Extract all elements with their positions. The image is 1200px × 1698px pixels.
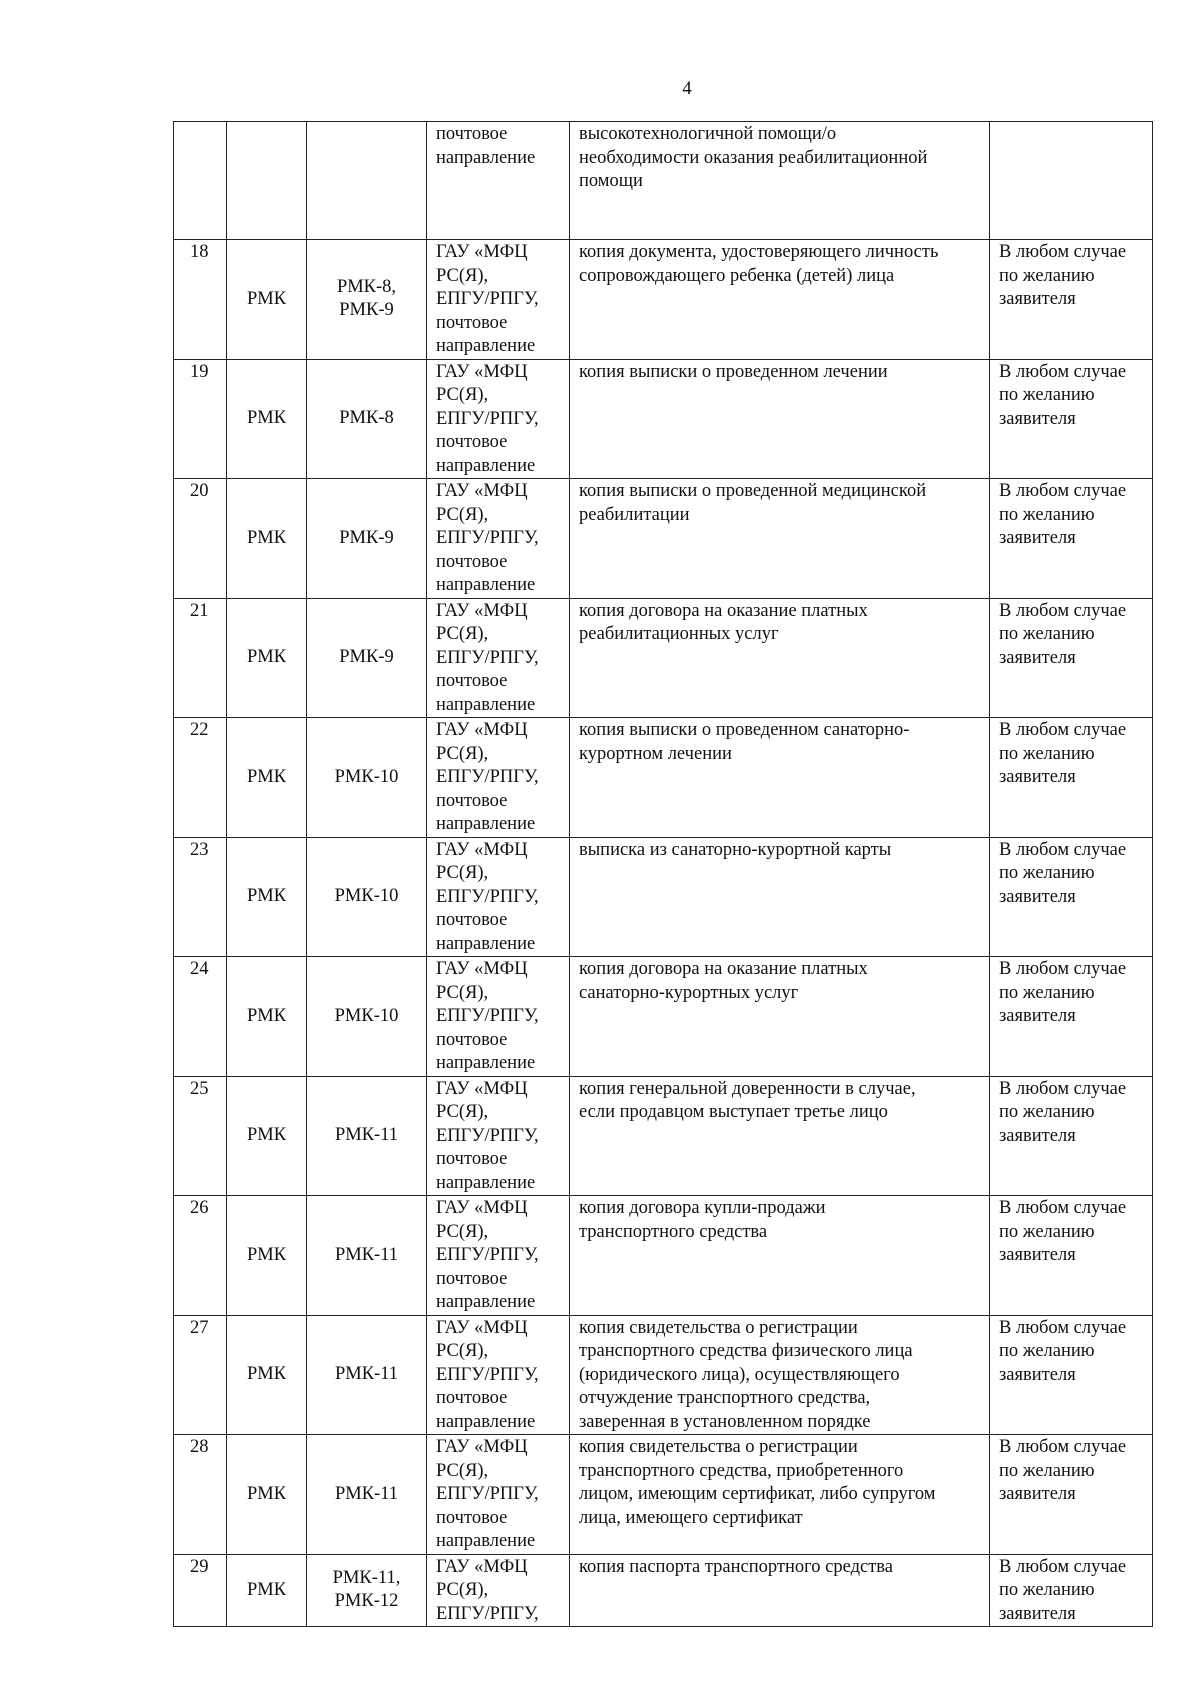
submission-channels-cell-line: ГАУ «МФЦ — [436, 1437, 528, 1457]
submission-channels-cell-line: ГАУ «МФЦ — [436, 839, 528, 860]
condition-cell-line: заявителя — [999, 886, 1076, 907]
submission-channels-cell-line: ЕПГУ/РПГУ, — [436, 408, 539, 429]
document-cell-line: копия выписки о проведенном лечении — [579, 361, 888, 382]
organization-cell — [227, 479, 307, 599]
submission-channels-cell-line: ЕПГУ/РПГУ, — [436, 1006, 539, 1026]
organization-cell — [227, 1315, 307, 1435]
code-cell — [307, 240, 427, 360]
row-number-cell — [174, 1435, 227, 1555]
code-cell — [307, 718, 427, 838]
submission-channels-cell-line: направление — [436, 1411, 536, 1432]
submission-channels-cell — [427, 122, 570, 240]
code-cell — [307, 122, 427, 240]
document-cell-line: санаторно-курортных услуг — [579, 982, 799, 1003]
condition-cell — [990, 598, 1153, 718]
submission-channels-cell-line: ЕПГУ/РПГУ, — [436, 1125, 539, 1146]
condition-cell — [990, 1196, 1153, 1316]
submission-channels-cell-line: РС(Я), — [436, 863, 489, 883]
submission-channels-cell-line: почтовое — [436, 671, 508, 691]
submission-channels-cell-line: РС(Я), — [436, 1221, 489, 1242]
code-cell-line: РМК-9 — [339, 527, 394, 548]
submission-channels-cell-line: почтовое — [436, 790, 508, 811]
code-cell-line: РМК-11 — [334, 1125, 399, 1145]
submission-channels-cell-line: ГАУ «МФЦ — [436, 1317, 528, 1338]
condition-cell-line: по желанию — [999, 385, 1095, 405]
submission-channels-cell-line: почтовое — [436, 1149, 508, 1169]
condition-cell — [990, 240, 1153, 360]
organization-cell-line: РМК — [246, 1483, 287, 1504]
row-number-cell — [174, 1196, 227, 1316]
submission-channels-cell-line: ГАУ «МФЦ — [436, 242, 528, 262]
submission-channels-cell-line: ГАУ «МФЦ — [436, 361, 528, 382]
organization-cell-line: РМК — [246, 766, 287, 787]
organization-cell — [227, 122, 307, 240]
submission-channels-cell-line: РС(Я), — [436, 1102, 489, 1122]
condition-cell — [990, 1315, 1153, 1435]
document-cell-line: высокотехнологичной помощи/о — [579, 124, 837, 144]
document-cell-line: сопровождающего ребенка (детей) лица — [579, 265, 895, 286]
submission-channels-cell-line: РС(Я), — [436, 1460, 489, 1481]
submission-channels-cell — [427, 1315, 570, 1435]
document-cell-line: копия договора на оказание платных — [579, 600, 868, 621]
condition-cell-line: В любом случае — [999, 839, 1127, 860]
condition-cell — [990, 122, 1153, 240]
submission-channels-cell — [427, 1076, 570, 1196]
document-cell — [570, 598, 990, 718]
organization-cell-line: РМК — [246, 1244, 287, 1265]
condition-cell-line: по желанию — [999, 1580, 1095, 1600]
organization-cell-line: РМК — [246, 288, 287, 309]
submission-channels-cell-line: направление — [436, 933, 536, 954]
documents-table-body — [174, 122, 1153, 1627]
row-number-cell-line: 21 — [190, 600, 209, 621]
condition-cell-line: заявителя — [999, 1006, 1076, 1026]
submission-channels-cell-line: ГАУ «МФЦ — [436, 1078, 528, 1099]
submission-channels-cell — [427, 837, 570, 957]
document-cell-line: отчуждение транспортного средства, — [579, 1388, 871, 1408]
condition-cell — [990, 1076, 1153, 1196]
submission-channels-cell-line: РС(Я), — [436, 504, 489, 525]
condition-cell-line: заявителя — [999, 408, 1076, 429]
code-cell — [307, 1196, 427, 1316]
submission-channels-cell-line: ЕПГУ/РПГУ, — [436, 289, 539, 309]
row-number-cell-line: 26 — [190, 1198, 209, 1218]
document-cell-line: необходимости оказания реабилитационной — [579, 147, 928, 168]
document-cell-line: копия договора купли-продажи — [579, 1198, 826, 1218]
row-number-cell — [174, 1554, 227, 1627]
submission-channels-cell — [427, 479, 570, 599]
submission-channels-cell — [427, 1554, 570, 1627]
condition-cell-line: по желанию — [999, 1221, 1095, 1242]
submission-channels-cell-line: ЕПГУ/РПГУ, — [436, 1364, 539, 1385]
document-cell-line: курортном лечении — [579, 743, 732, 764]
submission-channels-cell-line: РС(Я), — [436, 743, 489, 764]
table-row — [174, 957, 1153, 1077]
document-cell-line: копия документа, удостоверяющего личность — [579, 242, 939, 262]
condition-cell — [990, 837, 1153, 957]
organization-cell — [227, 359, 307, 479]
document-cell — [570, 1196, 990, 1316]
organization-cell-line: РМК — [246, 1125, 287, 1145]
organization-cell — [227, 598, 307, 718]
code-cell — [307, 479, 427, 599]
condition-cell-line: В любом случае — [999, 1198, 1127, 1218]
document-cell-line: копия выписки о проведенном санаторно- — [579, 720, 910, 740]
document-cell-line: если продавцом выступает третье лицо — [579, 1102, 888, 1122]
submission-channels-cell — [427, 718, 570, 838]
submission-channels-cell-line: РС(Я), — [436, 624, 489, 644]
submission-channels-cell-line: направление — [436, 1292, 536, 1312]
submission-channels-cell-line: почтовое — [436, 1507, 508, 1528]
row-number-cell — [174, 718, 227, 838]
submission-channels-cell-line: ЕПГУ/РПГУ, — [436, 886, 539, 907]
submission-channels-cell-line: почтовое — [436, 1029, 508, 1050]
submission-channels-cell-line: ГАУ «МФЦ — [436, 1556, 528, 1577]
submission-channels-cell-line: почтовое — [436, 124, 508, 144]
document-cell — [570, 837, 990, 957]
document-cell-line: выписка из санаторно-курортной карты — [579, 839, 892, 860]
table-row — [174, 1435, 1153, 1555]
table-row — [174, 122, 1153, 240]
code-cell — [307, 598, 427, 718]
code-cell-line: РМК-11, — [332, 1567, 401, 1588]
submission-channels-cell-line: ЕПГУ/РПГУ, — [436, 528, 539, 548]
condition-cell-line: В любом случае — [999, 1317, 1127, 1338]
code-cell-line: РМК-9 — [339, 300, 394, 321]
condition-cell-line: по желанию — [999, 982, 1095, 1003]
row-number-cell-line: 20 — [190, 481, 209, 501]
document-cell-line: копия генеральной доверенности в случае, — [579, 1078, 916, 1099]
submission-channels-cell-line: ГАУ «МФЦ — [436, 600, 528, 621]
condition-cell-line: В любом случае — [999, 481, 1127, 501]
submission-channels-cell-line: направление — [436, 336, 536, 356]
submission-channels-cell-line: ЕПГУ/РПГУ, — [436, 1484, 539, 1504]
document-cell — [570, 240, 990, 360]
condition-cell-line: заявителя — [999, 1245, 1076, 1265]
condition-cell-line: В любом случае — [999, 361, 1127, 382]
code-cell-line: РМК-10 — [334, 886, 399, 906]
page-number: 4 — [682, 78, 692, 99]
condition-cell-line: заявителя — [999, 1603, 1076, 1624]
submission-channels-cell-line: ГАУ «МФЦ — [436, 1198, 528, 1218]
submission-channels-cell-line: РС(Я), — [436, 1341, 489, 1361]
submission-channels-cell-line: РС(Я), — [436, 1580, 489, 1600]
organization-cell-line: РМК — [246, 647, 287, 667]
table-row — [174, 837, 1153, 957]
table-row — [174, 1196, 1153, 1316]
document-cell-line: копия свидетельства о регистрации — [579, 1437, 858, 1457]
document-cell-line: транспортного средства — [579, 1221, 768, 1242]
code-cell-line: РМК-11 — [334, 1364, 399, 1384]
table-row — [174, 718, 1153, 838]
condition-cell-line: по желанию — [999, 743, 1095, 764]
organization-cell-line: РМК — [246, 1579, 287, 1600]
code-cell — [307, 359, 427, 479]
code-cell-line: РМК-12 — [334, 1591, 399, 1612]
condition-cell-line: по желанию — [999, 1341, 1095, 1361]
row-number-cell — [174, 1315, 227, 1435]
submission-channels-cell-line: почтовое — [436, 551, 508, 572]
condition-cell-line: В любом случае — [999, 959, 1127, 979]
condition-cell-line: заявителя — [999, 767, 1076, 787]
submission-channels-cell-line: направление — [436, 575, 536, 595]
document-cell — [570, 479, 990, 599]
submission-channels-cell-line: РС(Я), — [436, 385, 489, 405]
row-number-cell-line: 19 — [190, 361, 209, 382]
submission-channels-cell-line: почтовое — [436, 312, 508, 333]
condition-cell-line: по желанию — [999, 504, 1095, 525]
row-number-cell-line: 23 — [190, 839, 209, 860]
document-cell — [570, 1554, 990, 1627]
condition-cell — [990, 1435, 1153, 1555]
organization-cell — [227, 1076, 307, 1196]
document-cell-line: копия свидетельства о регистрации — [579, 1317, 858, 1338]
row-number-cell-line: 27 — [190, 1317, 209, 1338]
code-cell-line: РМК-11 — [334, 1483, 399, 1504]
document-cell-line: лица, имеющего сертификат — [579, 1507, 803, 1528]
condition-cell-line: В любом случае — [999, 720, 1127, 740]
submission-channels-cell — [427, 1435, 570, 1555]
condition-cell — [990, 957, 1153, 1077]
code-cell — [307, 1554, 427, 1627]
submission-channels-cell-line: направление — [436, 1053, 536, 1073]
row-number-cell — [174, 957, 227, 1077]
code-cell — [307, 1076, 427, 1196]
submission-channels-cell-line: ГАУ «МФЦ — [436, 720, 528, 740]
code-cell — [307, 837, 427, 957]
submission-channels-cell-line: направление — [436, 1531, 536, 1551]
condition-cell-line: по желанию — [999, 863, 1095, 883]
submission-channels-cell-line: почтовое — [436, 432, 508, 452]
row-number-cell-line: 25 — [190, 1078, 209, 1099]
submission-channels-cell — [427, 359, 570, 479]
submission-channels-cell-line: направление — [436, 455, 536, 476]
row-number-cell-line: 24 — [190, 959, 209, 979]
document-cell-line: транспортного средства физического лица — [579, 1341, 913, 1361]
submission-channels-cell-line: направление — [436, 1172, 536, 1193]
document-cell — [570, 1435, 990, 1555]
organization-cell-line: РМК — [246, 1005, 287, 1026]
code-cell-line: РМК-10 — [334, 766, 399, 787]
document-cell — [570, 359, 990, 479]
submission-channels-cell-line: направление — [436, 147, 536, 168]
organization-cell-line: РМК — [246, 886, 287, 906]
condition-cell-line: заявителя — [999, 528, 1076, 548]
condition-cell-line: заявителя — [999, 647, 1076, 668]
row-number-cell — [174, 240, 227, 360]
row-number-cell — [174, 479, 227, 599]
document-cell-line: помощи — [579, 171, 643, 191]
submission-channels-cell-line: ЕПГУ/РПГУ, — [436, 1603, 539, 1624]
submission-channels-cell-line: почтовое — [436, 1388, 508, 1408]
condition-cell-line: В любом случае — [999, 1556, 1127, 1577]
code-cell — [307, 957, 427, 1077]
condition-cell-line: заявителя — [999, 1125, 1076, 1146]
submission-channels-cell-line: направление — [436, 694, 536, 715]
submission-channels-cell-line: ЕПГУ/РПГУ, — [436, 1245, 539, 1265]
row-number-cell — [174, 122, 227, 240]
document-cell-line: копия выписки о проведенной медицинской — [579, 481, 927, 501]
condition-cell-line: заявителя — [999, 1364, 1076, 1385]
submission-channels-cell-line: почтовое — [436, 910, 508, 930]
document-cell-line: реабилитации — [579, 504, 690, 525]
condition-cell-line: по желанию — [999, 1460, 1095, 1481]
code-cell — [307, 1315, 427, 1435]
document-cell — [570, 718, 990, 838]
organization-cell-line: РМК — [246, 408, 287, 428]
document-cell-line: (юридического лица), осуществляющего — [579, 1364, 900, 1385]
document-cell-line: реабилитационных услуг — [579, 624, 779, 644]
code-cell-line: РМК-9 — [339, 647, 394, 667]
submission-channels-cell-line: ЕПГУ/РПГУ, — [436, 767, 539, 787]
condition-cell-line: В любом случае — [999, 1078, 1127, 1099]
organization-cell-line: РМК — [246, 527, 287, 548]
document-cell — [570, 1315, 990, 1435]
organization-cell — [227, 1196, 307, 1316]
submission-channels-cell-line: ГАУ «МФЦ — [436, 481, 528, 501]
condition-cell-line: заявителя — [999, 1484, 1076, 1504]
submission-channels-cell-line: РС(Я), — [436, 982, 489, 1003]
row-number-cell — [174, 1076, 227, 1196]
submission-channels-cell-line: направление — [436, 814, 536, 834]
document-cell — [570, 957, 990, 1077]
submission-channels-cell-line: ЕПГУ/РПГУ, — [436, 647, 539, 668]
code-cell-line: РМК-11 — [334, 1244, 399, 1265]
table-row — [174, 479, 1153, 599]
table-row — [174, 359, 1153, 479]
document-cell-line: заверенная в установленном порядке — [579, 1411, 871, 1432]
condition-cell-line: В любом случае — [999, 600, 1127, 621]
document-cell — [570, 1076, 990, 1196]
row-number-cell — [174, 359, 227, 479]
organization-cell-line: РМК — [246, 1364, 287, 1384]
table-row — [174, 1076, 1153, 1196]
submission-channels-cell-line: РС(Я), — [436, 265, 489, 286]
row-number-cell — [174, 598, 227, 718]
code-cell-line: РМК-8 — [339, 408, 394, 428]
row-number-cell — [174, 837, 227, 957]
organization-cell — [227, 957, 307, 1077]
submission-channels-cell-line: ГАУ «МФЦ — [436, 959, 528, 979]
table-row — [174, 598, 1153, 718]
condition-cell-line: по желанию — [999, 624, 1095, 644]
organization-cell — [227, 1554, 307, 1627]
condition-cell — [990, 718, 1153, 838]
document-cell-line: лицом, имеющим сертификат, либо супругом — [579, 1484, 936, 1504]
condition-cell-line: В любом случае — [999, 242, 1127, 262]
code-cell — [307, 1435, 427, 1555]
code-cell-line: РМК-10 — [334, 1005, 399, 1026]
organization-cell — [227, 718, 307, 838]
condition-cell-line: по желанию — [999, 265, 1095, 286]
organization-cell — [227, 837, 307, 957]
document-cell-line: копия паспорта транспортного средства — [579, 1556, 893, 1577]
condition-cell-line: В любом случае — [999, 1437, 1127, 1457]
row-number-cell-line: 18 — [190, 242, 209, 262]
submission-channels-cell — [427, 240, 570, 360]
condition-cell — [990, 1554, 1153, 1627]
submission-channels-cell — [427, 957, 570, 1077]
organization-cell — [227, 240, 307, 360]
document-cell — [570, 122, 990, 240]
condition-cell-line: по желанию — [999, 1102, 1095, 1122]
row-number-cell-line: 29 — [190, 1556, 209, 1577]
submission-channels-cell — [427, 598, 570, 718]
condition-cell — [990, 359, 1153, 479]
row-number-cell-line: 28 — [190, 1437, 209, 1457]
condition-cell — [990, 479, 1153, 599]
table-row — [174, 1315, 1153, 1435]
row-number-cell-line: 22 — [190, 720, 209, 740]
table-row — [174, 240, 1153, 360]
submission-channels-cell-line: почтовое — [436, 1268, 508, 1289]
condition-cell-line: заявителя — [999, 289, 1076, 309]
document-cell-line: транспортного средства, приобретенного — [579, 1460, 904, 1481]
document-cell-line: копия договора на оказание платных — [579, 959, 868, 979]
table-row — [174, 1554, 1153, 1627]
documents-table — [173, 121, 1153, 1627]
organization-cell — [227, 1435, 307, 1555]
code-cell-line: РМК-8, — [336, 276, 397, 297]
submission-channels-cell — [427, 1196, 570, 1316]
